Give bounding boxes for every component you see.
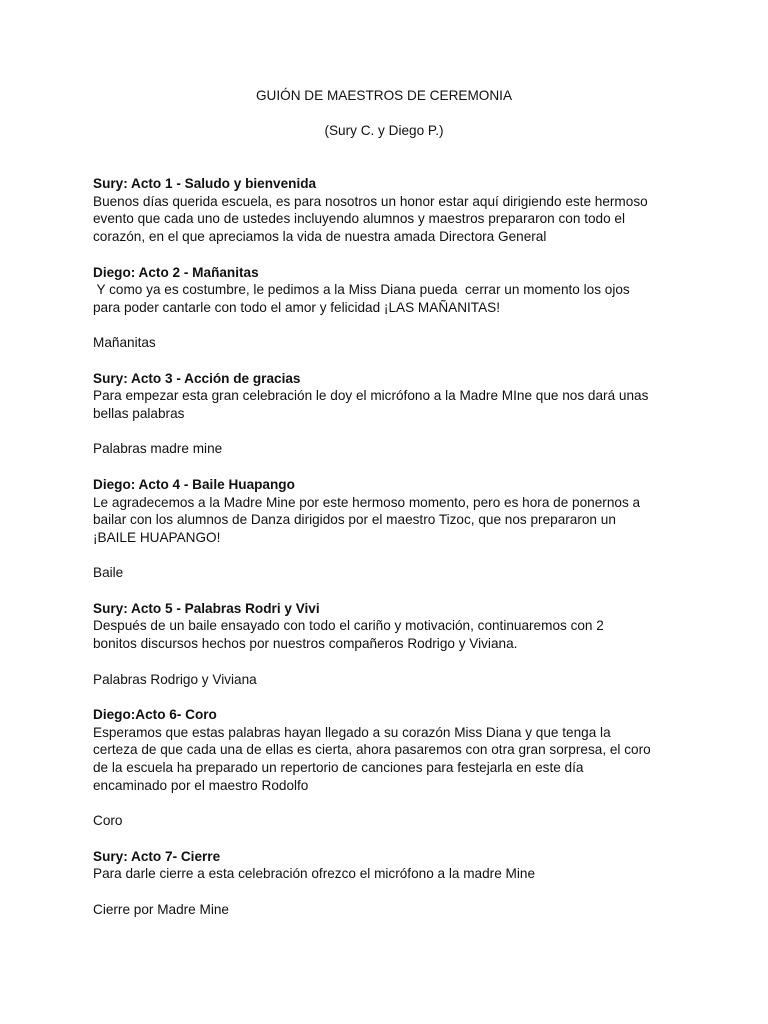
act-text-line: bellas palabras <box>93 406 185 422</box>
act-section <box>93 600 693 689</box>
act-text-line: Y como ya es costumbre, le pedimos a la Miss Diana pueda cerrar un momento los ojos <box>93 282 630 298</box>
act-text-line: encaminado por el maestro Rodolfo <box>93 777 309 793</box>
act-section <box>93 848 693 919</box>
act-section <box>93 175 693 246</box>
act-text-line: bonitos discursos hechos por nuestros compañeros Rodrigo y Viviana. <box>93 636 518 652</box>
act-heading: Sury: Acto 7- Cierre <box>93 848 221 864</box>
document-title: GUIÓN DE MAESTROS DE CEREMONIA <box>255 88 513 103</box>
act-text-line: Para darle cierre a esta celebración ofrezco el micrófono a la madre Mine <box>93 866 536 882</box>
act-text-line: Para empezar esta gran celebración le doy el micrófono a la Madre MIne que nos dará unas <box>93 388 649 404</box>
act-section <box>93 370 693 459</box>
act-heading: Diego: Acto 2 - Mañanitas <box>93 264 259 280</box>
act-text-line: ¡BAILE HUAPANGO! <box>93 529 221 545</box>
act-section <box>93 706 693 830</box>
document-body <box>93 175 693 918</box>
act-heading: Diego: Acto 4 - Baile Huapango <box>93 476 295 492</box>
act-heading: Sury: Acto 5 - Palabras Rodri y Vivi <box>93 600 320 616</box>
act-text-line: corazón, en el que apreciamos la vida de nuestra amada Directora General <box>93 229 547 245</box>
act-note: Mañanitas <box>93 335 156 351</box>
act-text-line: certeza de que cada una de ellas es cierta, ahora pasaremos con otra gran sorpresa, el coro <box>93 742 651 758</box>
act-text-line: para poder cantarle con todo el amor y felicidad ¡LAS MAÑANITAS! <box>93 299 500 315</box>
act-note: Palabras madre mine <box>93 441 223 457</box>
act-section <box>93 476 693 582</box>
document-subtitle: (Sury C. y Diego P.) <box>324 123 444 138</box>
act-note: Cierre por Madre Mine <box>93 901 229 917</box>
act-text-line: Después de un baile ensayado con todo el cariño y motivación, continuaremos con 2 <box>93 618 604 634</box>
act-text-line: Le agradecemos a la Madre Mine por este hermoso momento, pero es hora de ponernos a <box>93 494 641 510</box>
act-heading: Sury: Acto 3 - Acción de gracias <box>93 370 301 386</box>
act-section <box>93 264 693 353</box>
act-text-line: de la escuela ha preparado un repertorio de canciones para festejarla en este día <box>93 760 584 776</box>
act-text-line: Buenos días querida escuela, es para nosotros un honor estar aquí dirigiendo este hermoso <box>93 193 648 209</box>
act-text-line: bailar con los alumnos de Danza dirigidos por el maestro Tizoc, que nos prepararon un <box>93 512 616 528</box>
act-heading: Sury: Acto 1 - Saludo y bienvenida <box>93 176 317 191</box>
act-note: Coro <box>93 813 123 829</box>
act-note: Palabras Rodrigo y Viviana <box>93 671 257 687</box>
act-note: Baile <box>93 565 124 581</box>
act-text-line: Esperamos que estas palabras hayan llegado a su corazón Miss Diana y que tenga la <box>93 724 611 740</box>
act-text-line: evento que cada uno de ustedes incluyendo alumnos y maestros prepararon con todo el <box>93 211 626 227</box>
act-heading: Diego:Acto 6- Coro <box>93 706 217 722</box>
